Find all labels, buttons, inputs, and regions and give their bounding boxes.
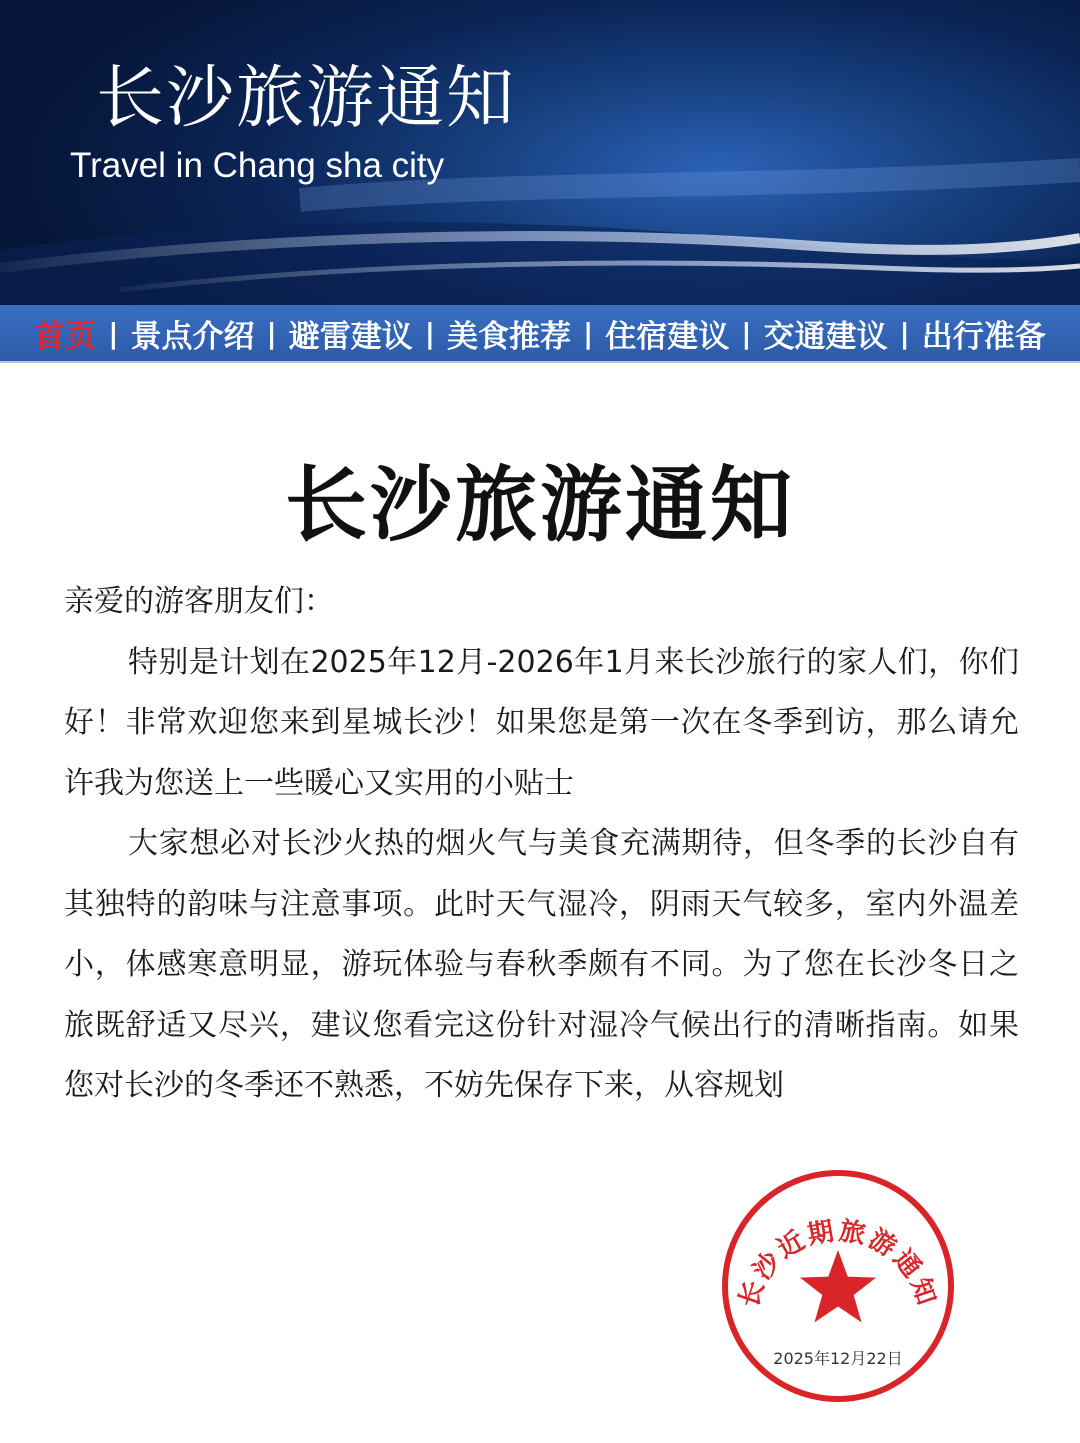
nav-item-preparation[interactable]: 出行准备 bbox=[921, 318, 1046, 355]
nav-item-attractions[interactable]: 景点介绍 bbox=[130, 318, 255, 355]
paragraph: 大家想必对长沙火热的烟火气与美食充满期待，但冬季的长沙自有其独特的韵味与注意事项。此时天气湿冷，阴雨天气较多，室内外温差小，体感寒意明显，游玩体验与春秋季颇有不同。为了您在长沙冬日之旅既舒适又尽兴，建议您看完这份针对湿冷气候出行的清晰指南。如果您对长沙的冬季还不熟悉，不妨先保存下来，从容规划 bbox=[64, 826, 1019, 1103]
notice-body bbox=[64, 572, 1019, 1117]
official-seal bbox=[720, 1168, 956, 1404]
page-title: 长沙旅游通知 bbox=[284, 458, 795, 553]
nav-item-home[interactable]: 首页 bbox=[34, 318, 97, 355]
nav-item-pitfalls[interactable]: 避雷建议 bbox=[288, 318, 413, 355]
star-icon bbox=[800, 1250, 876, 1322]
seal-date: 2025年12月22日 bbox=[773, 1349, 903, 1368]
nav-item-food[interactable]: 美食推荐 bbox=[447, 318, 571, 355]
nav-item-transport[interactable]: 交通建议 bbox=[763, 318, 888, 355]
seal-text: 长沙近期旅游通知 bbox=[733, 1216, 943, 1312]
nav-separator: | bbox=[108, 316, 119, 350]
nav-separator: | bbox=[899, 316, 910, 350]
paragraph: 特别是计划在2025年12月-2026年1月来长沙旅行的家人们，你们好！非常欢迎您来到星城长沙！如果您是第一次在冬季到访，那么请允许我为您送上一些暖心又实用的小贴士 bbox=[64, 644, 1019, 801]
nav-separator: | bbox=[266, 316, 277, 350]
banner-subtitle: Travel in Chang sha city bbox=[70, 146, 445, 185]
nav-separator: | bbox=[583, 316, 594, 350]
greeting: 亲爱的游客朋友们： bbox=[64, 584, 334, 619]
banner-title: 长沙旅游通知 bbox=[96, 59, 517, 138]
nav-separator: | bbox=[741, 316, 752, 350]
nav-item-lodging[interactable]: 住宿建议 bbox=[605, 318, 730, 355]
header-banner bbox=[0, 0, 1080, 305]
nav-separator: | bbox=[424, 316, 435, 350]
nav-bar bbox=[0, 305, 1080, 363]
